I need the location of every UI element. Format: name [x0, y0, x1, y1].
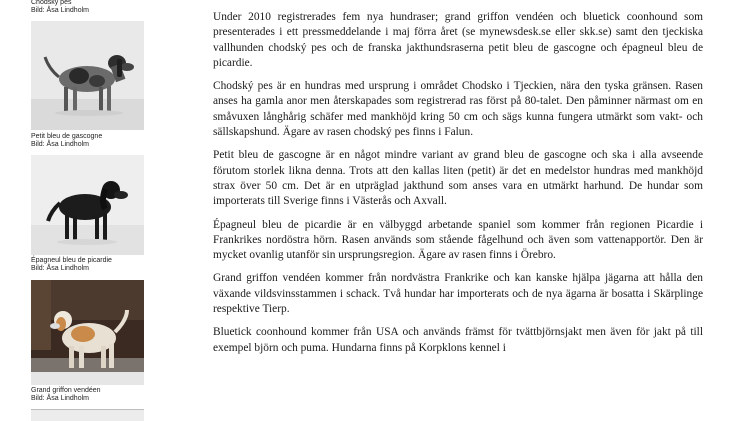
caption-3 — [31, 257, 112, 273]
paragraph-grand-griffon: Grand griffon vendéen kommer från nordvästra Frankrike och kan kanske hjälpa jägarna att hålla den växande vildsvinsstammen i schack. Två hundar har importerats och de nya ägarna är bosatta i Skärplinge respektive Tierp. — [213, 272, 703, 316]
caption-credit: Bild: Åsa Lindholm — [31, 265, 89, 272]
caption-name: Grand griffon vendéen — [31, 387, 101, 394]
caption-name: Petit bleu de gascogne — [31, 133, 103, 140]
photo-bluetick — [31, 409, 144, 421]
caption-name: Chodsky pes — [31, 0, 72, 6]
paragraph-chodsky: Chodský pes är en hundras med ursprung i området Chodsko i Tjeckien, nära den tyska gränsen. Rasen anses ha gamla anor men återskapades som registrerad ras först på 80-talet. Den påminner närmast om en småvuxen långhårig schäfer med mankhöjd kring 50 cm och sägs kunna fungera utmärkt som vakt- och sällskapshund. Ägare av rasen chodský pes finns i Falun. — [213, 80, 703, 139]
paragraph-epagneul: Épagneul bleu de picardie är en välbyggd arbetande spaniel som kommer från regionen Picardie i Frankrikes nordöstra hörn. Rasen används som stående fågelhund och även som vattenapportör. Den är mycket ovanlig utanför sin ursprungsregion. Ägare av rasen finns i Örebro. — [213, 218, 703, 262]
caption-name: Épagneul bleu de picardie — [31, 257, 112, 264]
paragraph-petit-bleu: Petit bleu de gascogne är en något mindre variant av grand bleu de gascogne och ska i alla avseende förutom storlek likna denna. Trots att den kallas liten (petit) är det en medelstor hundras med mankhöjd strax över 50 cm. Det är en utpräglad jakthund som anses vara en utmärkt harhund. De hundar som importerats till Sverige finns i Västerås och Axvall. — [213, 149, 703, 208]
article-body — [213, 10, 703, 364]
caption-credit: Bild: Åsa Lindholm — [31, 141, 89, 148]
caption-2 — [31, 133, 102, 149]
caption-credit: Bild: Åsa Lindholm — [31, 395, 89, 402]
photo-grand-griffon — [31, 280, 144, 385]
caption-4 — [31, 387, 101, 403]
paragraph-bluetick: Bluetick coonhound kommer från USA och används främst för tvättbjörnsjakt men även för jakt på till exempel björn och puma. Hundarna finns på Korpklons kennel i — [213, 326, 703, 354]
paragraph-intro: Under 2010 registrerades fem nya hundraser; grand griffon vendéen och bluetick coonhound som presenterades i ett pressmeddelande i maj förra året (se mynewsdesk.se eller skk.se) samt den tjeckiska vallhunden chodský pes och de franska jakthundsraserna petit bleu de gascogne och épagneul bleu de picardie. — [213, 11, 703, 69]
photo-epagneul — [31, 155, 144, 255]
caption-1 — [31, 0, 89, 15]
caption-credit: Bild: Åsa Lindholm — [31, 7, 89, 14]
photo-petit-bleu — [31, 21, 144, 130]
